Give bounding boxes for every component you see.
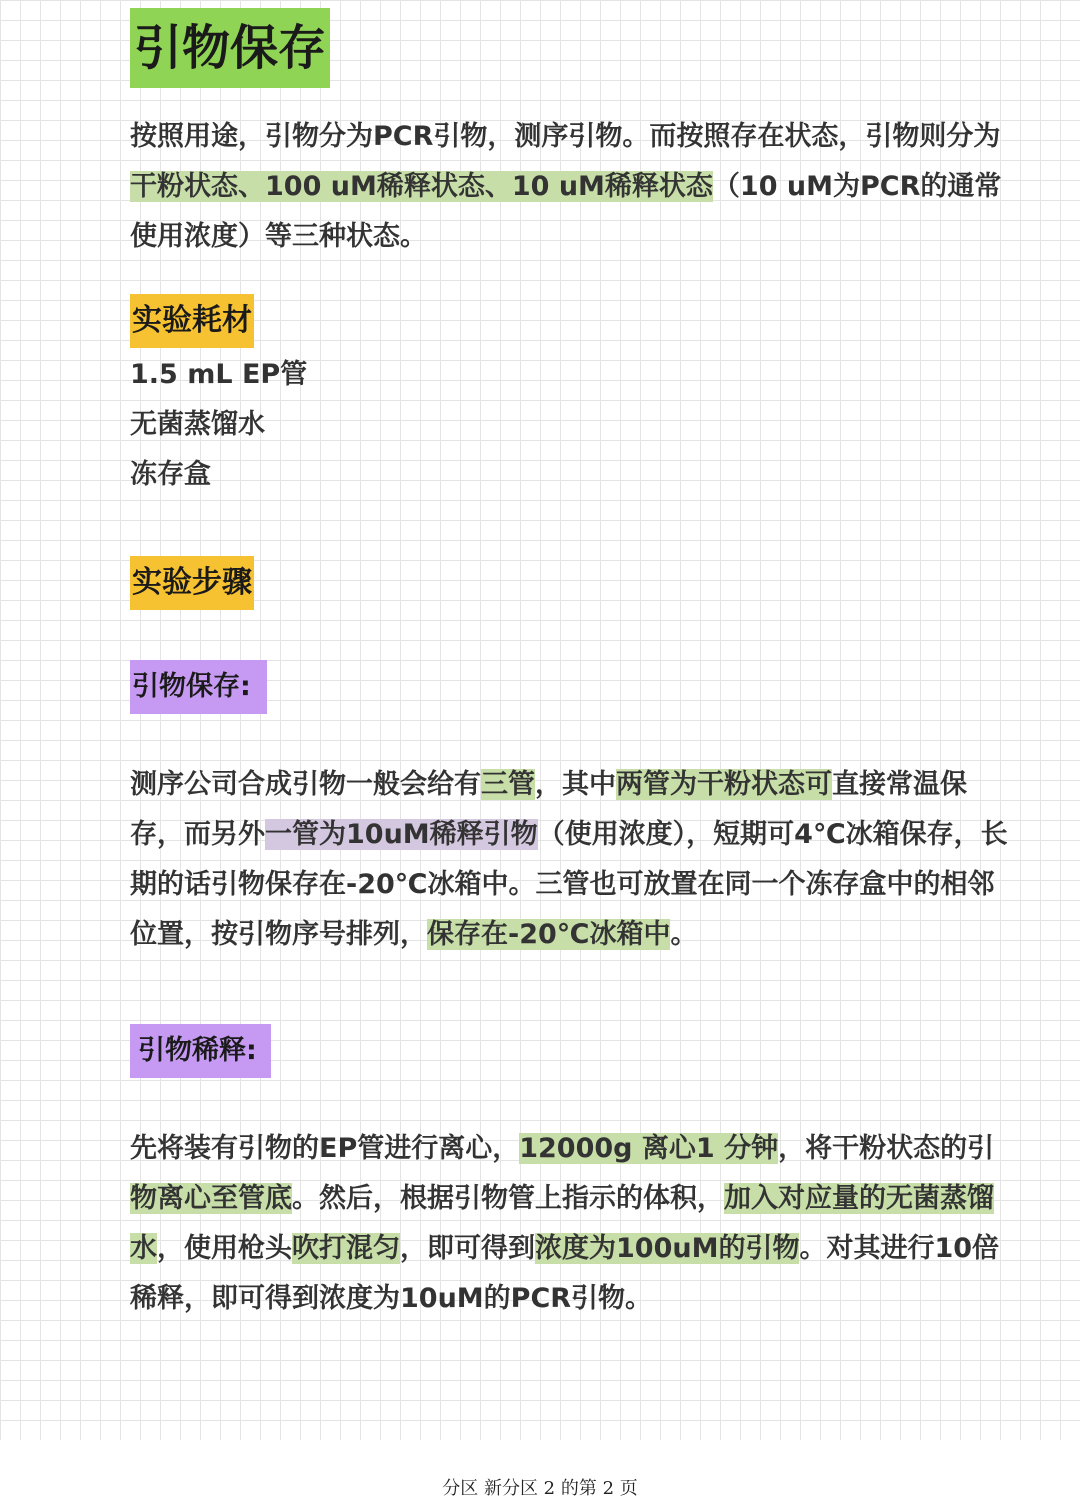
steps-heading: 实验步骤 (130, 556, 254, 610)
materials-heading: 实验耗材 (130, 294, 254, 348)
material-item: 无菌蒸馏水 (130, 409, 265, 440)
intro-text-2: （10 uM为PCR的通常使用浓度）等三种状态。 (130, 171, 1002, 252)
material-item: 冻存盒 (130, 459, 211, 490)
dilution-highlight-centrifuge: 12000g 离心1 分钟 (519, 1133, 779, 1164)
dilution-text-3: 。然后，根据引物管上指示的体积， (292, 1183, 724, 1214)
storage-text-1: 测序公司合成引物一般会给有 (130, 769, 481, 800)
material-item: 1.5 mL EP管 (130, 359, 308, 390)
page-footer: 分区 新分区 2 的第 2 页 (442, 1478, 638, 1499)
storage-text-4: （使用浓度），短期可4℃冰箱保存，长期的话引物保存在-20℃冰箱中。三管也可放置在同一个冻存盒中的相邻位置，按引物序号排列， (130, 819, 1008, 950)
dilution-highlight-mix: 吹打混匀 (292, 1233, 400, 1264)
storage-highlight-one-tube: 一管为10uM稀释引物 (265, 819, 538, 850)
dilution-highlight-concentration: 浓度为100uM的引物 (535, 1233, 800, 1264)
intro-text-1: 按照用途，引物分为PCR引物，测序引物。而按照存在状态，引物则分为 (130, 121, 1001, 152)
dilution-text-2: ，将干粉状态的引 (778, 1133, 995, 1164)
dilution-heading: 引物稀释: (130, 1024, 271, 1078)
dilution-text-1: 先将装有引物的EP管进行离心， (130, 1133, 520, 1164)
storage-heading: 引物保存: (130, 660, 267, 714)
storage-highlight-three-tubes: 三管 (481, 769, 535, 800)
dilution-highlight-add-water: 加入对应量的无菌蒸馏水 (130, 1183, 994, 1264)
dilution-text-6: 。对其进行10倍稀释，即可得到浓度为10uM的PCR引物。 (130, 1233, 1000, 1314)
storage-text-3: 直接常温保存，而另外 (130, 769, 967, 850)
storage-highlight-two-tubes: 两管为干粉状态可 (616, 769, 832, 800)
intro-highlight-states: 干粉状态、100 uM稀释状态、10 uM稀释状态 (130, 171, 713, 202)
storage-text-2: ，其中 (535, 769, 616, 800)
dilution-paragraph (130, 1124, 1020, 1324)
page-title: 引物保存 (130, 8, 330, 88)
dilution-text-4: ，使用枪头 (157, 1233, 292, 1264)
storage-highlight-freezer: 保存在-20℃冰箱中 (427, 919, 671, 950)
dilution-highlight-tube-bottom: 物离心至管底 (130, 1183, 292, 1214)
storage-text-5: 。 (670, 919, 698, 950)
dilution-text-5: ，即可得到 (400, 1233, 535, 1264)
storage-paragraph (130, 760, 1020, 960)
intro-paragraph (130, 112, 1020, 262)
